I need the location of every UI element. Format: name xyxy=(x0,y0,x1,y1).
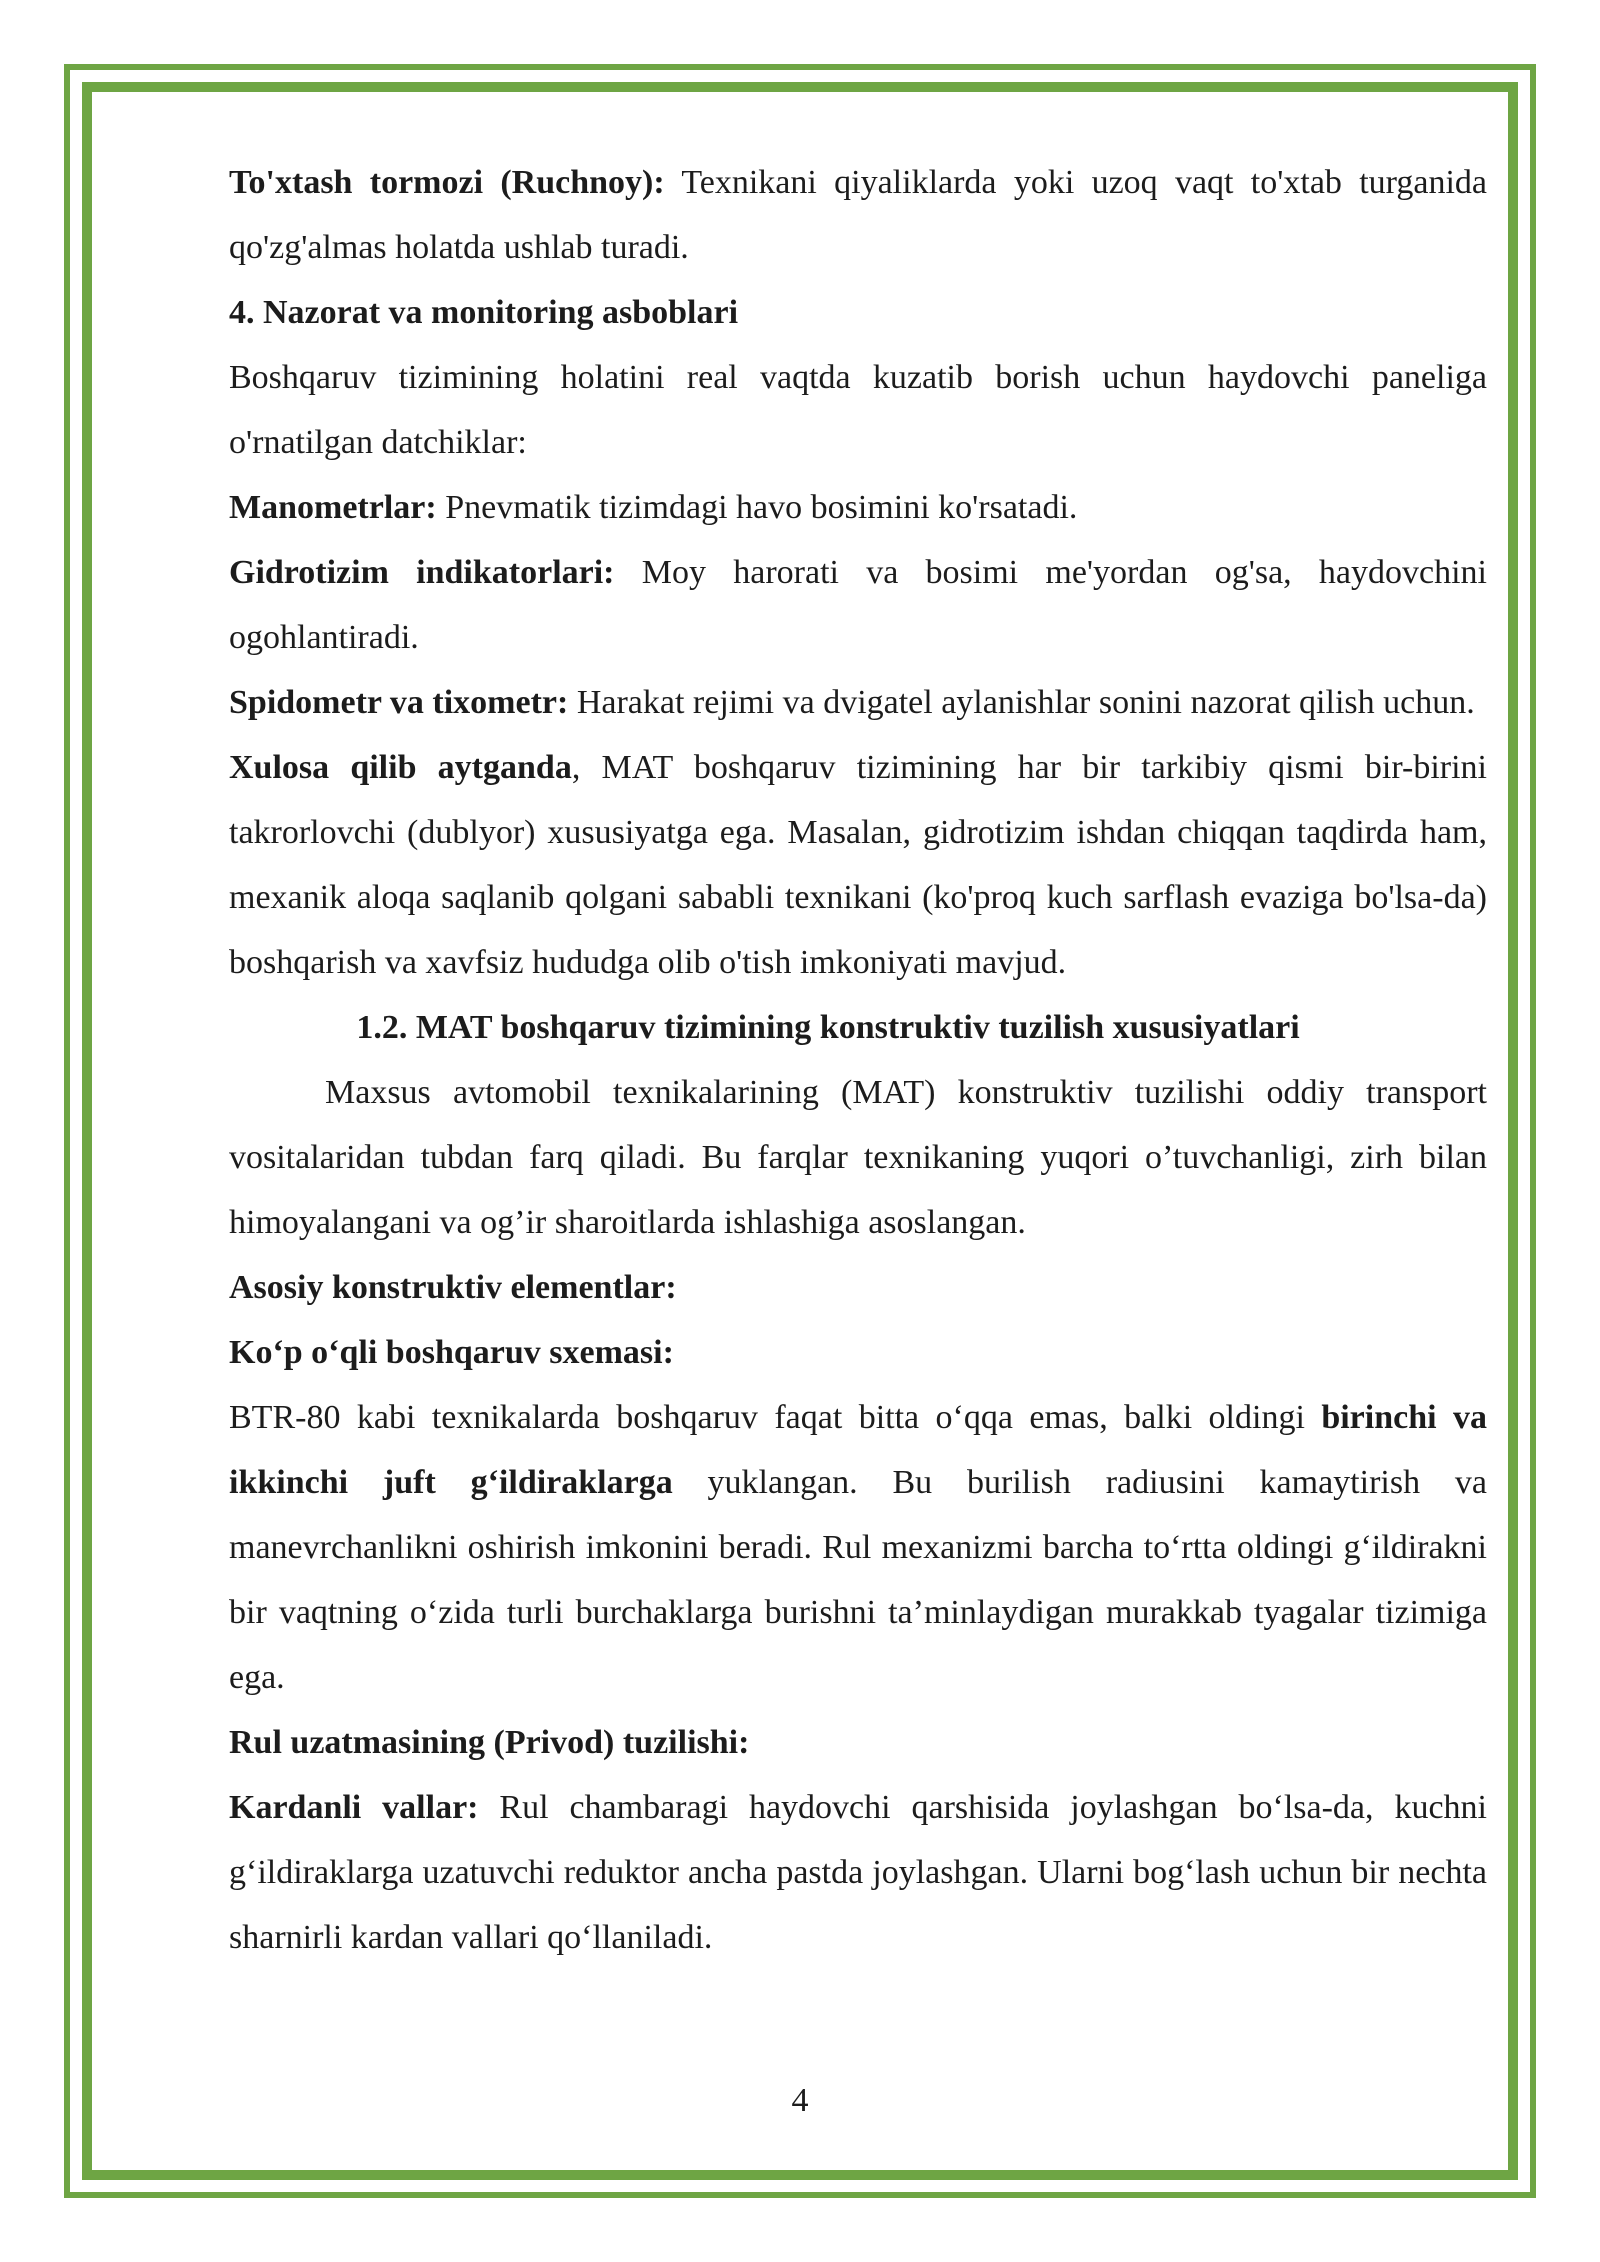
term-parking-brake: To'xtash tormozi (Ruchnoy): xyxy=(229,164,665,201)
subheading-steering-drive: Rul uzatmasining (Privod) tuzilishi: xyxy=(229,1724,750,1761)
section-heading-1-2: 1.2. MAT boshqaruv tizimining konstruktiv tuzilish xususiyatlari xyxy=(356,1009,1300,1046)
term-manometers: Manometrlar: xyxy=(229,489,437,526)
text-conclusion: , MAT boshqaruv tizimining har bir tarkibiy qismi bir-birini takrorlovchi (dublyor) xususiyatga ega. Masalan, gidrotizim ishdan chiqqan taqdirda ham, mexanik aloqa saqlanib qolgani sababli texnikani (ko'proq kuch sarflash evaziga bo'lsa-da) boshqarish va xavfsiz hududga olib o'tish imkoniyati mavjud. xyxy=(229,749,1487,981)
subheading-main-elements: Asosiy konstruktiv elementlar: xyxy=(229,1269,677,1306)
paragraph-speedometer xyxy=(229,670,1487,735)
term-conclusion: Xulosa qilib aytganda xyxy=(229,749,572,786)
text-manometers: Pnevmatik tizimdagi havo bosimini ko'rsatadi. xyxy=(436,489,1078,526)
term-cardan-shafts: Kardanli vallar: xyxy=(229,1789,479,1826)
term-speedometer: Spidometr va tixometr: xyxy=(229,684,569,721)
paragraph-hydraulic-indicators xyxy=(229,540,1487,670)
paragraph-manometers xyxy=(229,475,1487,540)
paragraph-cardan-shafts xyxy=(229,1775,1487,1970)
term-hydraulic-indicators: Gidrotizim indikatorlari: xyxy=(229,554,615,591)
text-parking-brake: Texnikani qiyaliklarda yoki uzoq vaqt to'xtab turganida qo'zg'almas holatda ushlab turadi. xyxy=(229,164,1488,266)
text-speedometer: Harakat rejimi va dvigatel aylanishlar sonini nazorat qilish uchun. xyxy=(568,684,1475,721)
document-body xyxy=(229,150,1487,1970)
paragraph-btr80 xyxy=(229,1385,1487,1710)
text-hydraulic-indicators: Moy harorati va bosimi me'yordan og'sa, haydovchini ogohlantiradi. xyxy=(229,554,1487,656)
paragraph-parking-brake xyxy=(229,150,1487,280)
page-number: 4 xyxy=(791,2082,809,2119)
text-btr80-b: yuklangan. Bu burilish radiusini kamaytirish va manevrchanlikni oshirish imkonini beradi. Rul mexanizmi barcha to‘rtta oldingi g‘ildirakni bir vaqtning o‘zida turli burchaklarga burishni ta’minlaydigan murakkab tyagalar tizimiga ega. xyxy=(229,1464,1487,1696)
paragraph-conclusion xyxy=(229,735,1487,995)
text-cardan-shafts: Rul chambaragi haydovchi qarshisida joylashgan bo‘lsa-da, kuchni g‘ildiraklarga uzatuvchi reduktor ancha pastda joylashgan. Ularni bog‘lash uchun bir nechta sharnirli kardan vallari qo‘llaniladi. xyxy=(229,1789,1487,1956)
paragraph-monitoring-intro: Boshqaruv tizimining holatini real vaqtda kuzatib borish uchun haydovchi paneliga o'rnatilgan datchiklar: xyxy=(229,359,1487,461)
term-wheel-pairs: birinchi va ikkinchi juft g‘ildiraklarga xyxy=(229,1399,1487,1501)
paragraph-construction-intro: Maxsus avtomobil texnikalarining (MAT) konstruktiv tuzilishi oddiy transport vositalaridan tubdan farq qiladi. Bu farqlar texnikaning yuqori o’tuvchanligi, zirh bilan himoyalangani va og’ir sharoitlarda ishlashiga asoslangan. xyxy=(229,1074,1487,1241)
section-heading-4: 4. Nazorat va monitoring asboblari xyxy=(229,294,739,331)
text-btr80-a: BTR-80 kabi texnikalarda boshqaruv faqat bitta o‘qqa emas, balki oldingi xyxy=(229,1399,1322,1436)
subheading-multi-axle: Ko‘p o‘qli boshqaruv sxemasi: xyxy=(229,1334,674,1371)
